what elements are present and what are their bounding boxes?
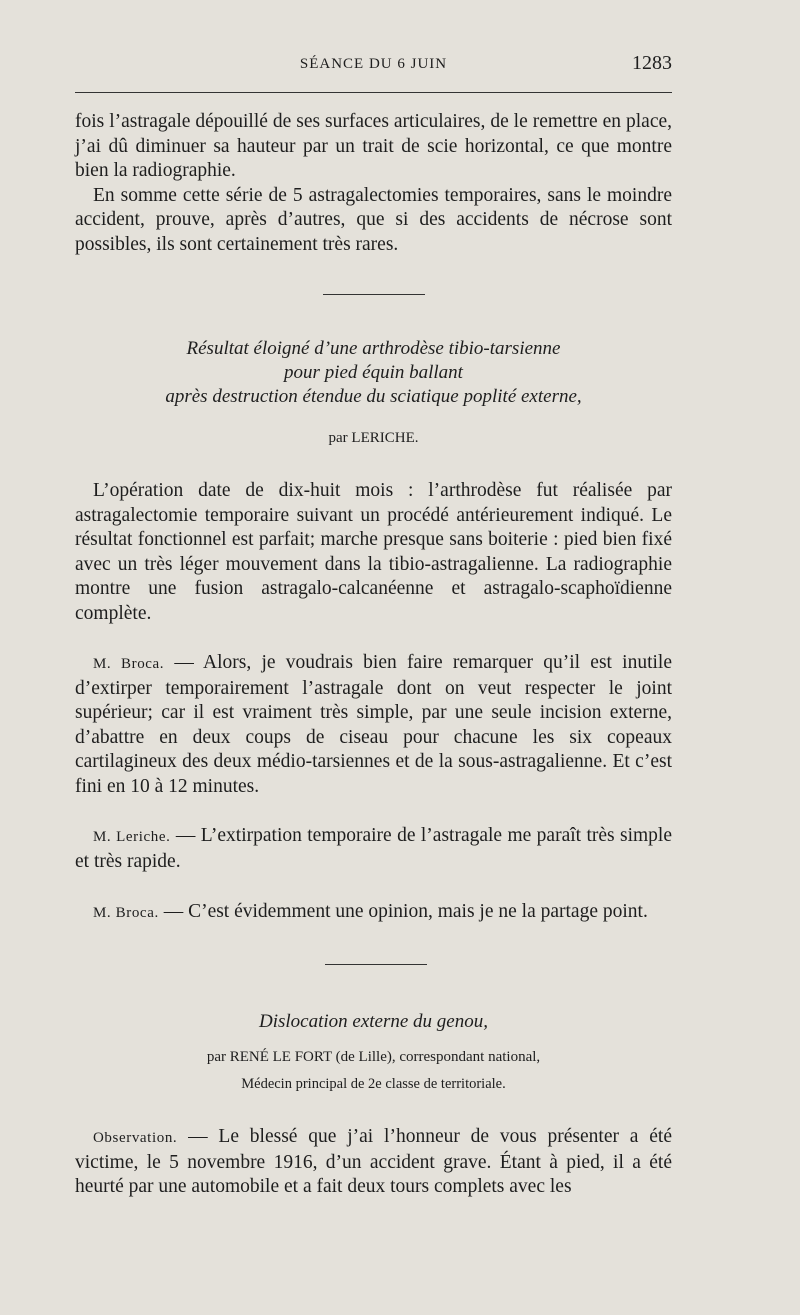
dialogue-text: — C’est évidemment une opinion, mais je ne la partage point. xyxy=(163,901,648,922)
article-2-affiliation: Médecin principal de 2e classe de territoriale. xyxy=(241,1076,506,1092)
observation-label: Observation. xyxy=(93,1130,178,1146)
article-1-author: par LERICHE. xyxy=(328,430,419,446)
article-1-title-line-1: Résultat éloigné d’une arthrodèse tibio-tarsienne xyxy=(186,338,561,359)
article-1-body xyxy=(75,479,672,626)
article-1-title xyxy=(75,337,672,409)
dialogue-paragraph xyxy=(75,900,672,926)
article-2-author: par RENÉ LE FORT (de Lille), correspondant national, xyxy=(206,1049,541,1065)
dialogue-paragraph xyxy=(75,651,672,799)
paragraph-1: fois l’astragale dépouillé de ses surfaces articulaires, de le remettre en place, j’ai dû diminuer sa hauteur par un trait de scie horizontal, ce que montre bien la radiographie. xyxy=(75,111,672,181)
section-rule-1 xyxy=(323,294,425,295)
paragraph-3: L’opération date de dix-huit mois : l’arthrodèse fut réalisée par astragalectomie temporaire suivant un procédé antérieurement indiqué. Le résultat fonctionnel est parfait; marche presque sans boiterie : pied bien fixé avec un très léger mouvement dans la tibio-astragalienne. La radiographie montre une fusion astragalo-calcanéenne et astragalo-scaphoïdienne complète. xyxy=(75,480,672,624)
running-title: SÉANCE DU 6 JUIN xyxy=(299,56,448,72)
observation-paragraph xyxy=(75,1125,672,1200)
dialogue-text: — L’extirpation temporaire de l’astragale me paraît très simple et très rapide. xyxy=(75,825,672,872)
page-number: 1283 xyxy=(632,52,672,74)
article-1-title-line-2: pour pied équin ballant xyxy=(284,362,463,383)
continued-text xyxy=(75,110,672,257)
observation-text: — Le blessé que j’ai l’honneur de vous présenter a été victime, le 5 novembre 1916, d’un accident grave. Étant à pied, il a été heurté par une automobile et a fait deux tours complets avec les xyxy=(75,1126,673,1197)
article-1-title-line-3: après destruction étendue du sciatique poplité externe, xyxy=(165,386,582,407)
dialogue-1 xyxy=(75,651,672,799)
section-rule-2 xyxy=(325,964,427,965)
header-rule xyxy=(75,92,672,93)
observation-body xyxy=(75,1125,672,1200)
dialogue-2 xyxy=(75,824,672,874)
speaker-name: M. Broca. xyxy=(93,905,159,921)
speaker-name: M. Leriche. xyxy=(93,829,171,845)
paragraph-2: En somme cette série de 5 astragalectomies temporaires, sans le moindre accident, prouve, après d’autres, que si des accidents de nécrose sont possibles, ils sont certainement très rares. xyxy=(75,184,672,255)
page-header xyxy=(75,50,672,78)
dialogue-3 xyxy=(75,900,672,926)
dialogue-text: — Alors, je voudrais bien faire remarquer qu’il est inutile d’extirper temporairement l’astragale dont on veut respecter le joint supérieur; car il est vraiment très simple, par une seule incision externe, d’abattre en deux coups de ciseau pour chacune les six copeaux cartilagineux des deux médio-tarsiennes et de la sous-astragalienne. Et c’est fini en 10 à 12 minutes. xyxy=(75,652,673,797)
speaker-name: M. Broca. xyxy=(93,656,165,672)
dialogue-paragraph xyxy=(75,824,672,874)
article-2-title: Dislocation externe du genou, xyxy=(258,1011,488,1032)
